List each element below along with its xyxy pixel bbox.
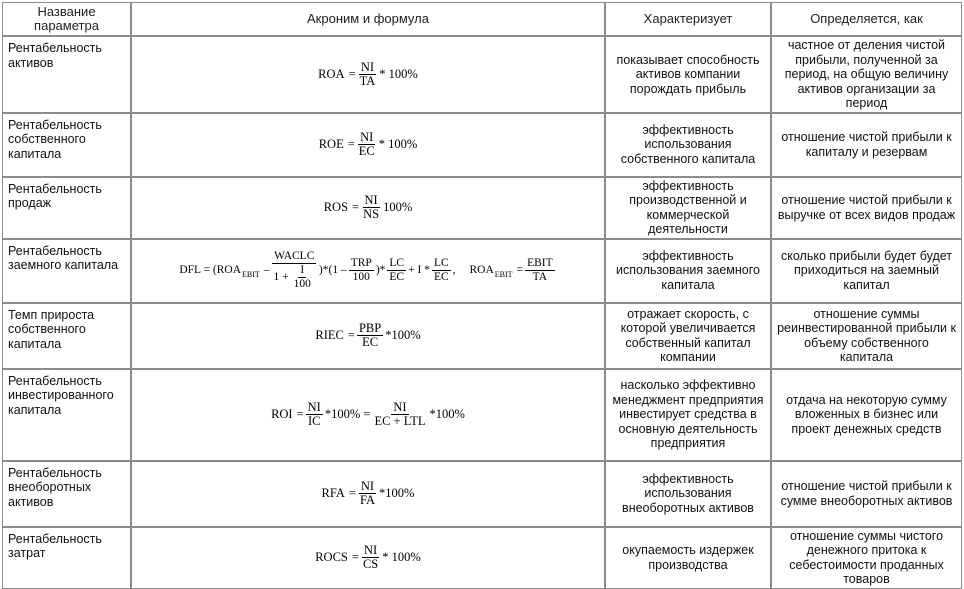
table-row (2, 177, 962, 239)
defined-cell: отношение чистой прибыли к капиталу и резервам (771, 113, 962, 177)
formula: RFA = $\frac{NI}{FA}$ *100% (321, 479, 415, 507)
formula: ROA = $\frac{NI}{TA}$ * 100% (318, 59, 418, 88)
formula: RIEC = $\frac{\text{PBP}}{EC}$ *100% (315, 321, 421, 349)
formula-cell (131, 113, 605, 177)
table-row (2, 239, 962, 303)
parameter-name: Рентабельность активов (2, 36, 131, 113)
parameter-name: Рентабельность внеоборотных активов (2, 461, 131, 527)
formula: ROS = $\frac{NI}{NS}$ 100% (323, 193, 413, 221)
characterizes-cell: насколько эффективно менеджмент предприятия инвестирует средства в основную деятельность предприятия (605, 369, 771, 461)
table-row (2, 113, 962, 177)
defined-cell: сколько прибыли будет будет приходиться на заемный капитал (771, 239, 962, 303)
header-row (2, 2, 962, 36)
header-formula: Акроним и формула (131, 2, 605, 36)
defined-cell: отношение суммы реинвестированной прибыли к объему собственного капитала (771, 303, 962, 369)
defined-cell: частное от деления чистой прибыли, полученной за период, на общую величину активов организации за период (771, 36, 962, 113)
characterizes-cell: эффективность использования внеоборотных активов (605, 461, 771, 527)
formula-cell (131, 36, 605, 113)
formula-cell (131, 527, 605, 589)
defined-cell: отношение чистой прибыли к сумме внеоборотных активов (771, 461, 962, 527)
table-row (2, 36, 962, 113)
parameter-name: Рентабельность инвестированного капитала (2, 369, 131, 461)
parameter-name: Рентабельность собственного капитала (2, 113, 131, 177)
formula: ROI = $\frac{NI}{IC}$ *100% = $\frac{NI}{\text{EC + LTL}}$ *100% (271, 400, 465, 428)
characterizes-cell: отражает скорость, с которой увеличивается собственный капитал компании (605, 303, 771, 369)
parameter-name: Темп прироста собственного капитала (2, 303, 131, 369)
table-row (2, 369, 962, 461)
formula: DFL = (ROA EBIT – WACLC 1 + $\frac{I}{100}$ )*(1 – $\frac{\text{TRP}}{100}$ )* $\frac{LC}{EC}$ + I * $\frac{LC}{EC}$ , ROA EBIT = $\frac{\text{EBIT}}{TA}$ (179, 250, 553, 290)
formula: ROCS = $\frac{NI}{CS}$ * 100% (315, 543, 421, 571)
table-row (2, 461, 962, 527)
defined-cell: отношение суммы чистого денежного притока к себестоимости проданных товаров (771, 527, 962, 589)
profitability-table (2, 2, 962, 589)
table-row (2, 527, 962, 589)
defined-cell: отдача на некоторую сумму вложенных в бизнес или проект денежных средств (771, 369, 962, 461)
parameter-name: Рентабельность продаж (2, 177, 131, 239)
defined-cell: отношение чистой прибыли к выручке от всех видов продаж (771, 177, 962, 239)
characterizes-cell: эффективность производственной и коммерческой деятельности (605, 177, 771, 239)
formula-cell (131, 177, 605, 239)
formula-cell (131, 303, 605, 369)
characterizes-cell: эффективность использования собственного капитала (605, 113, 771, 177)
formula-cell (131, 239, 605, 303)
table-row (2, 303, 962, 369)
header-characterizes: Характеризует (605, 2, 771, 36)
characterizes-cell: окупаемость издержек производства (605, 527, 771, 589)
formula-cell (131, 461, 605, 527)
characterizes-cell: эффективность использования заемного капитала (605, 239, 771, 303)
formula-cell (131, 369, 605, 461)
parameter-name: Рентабельность затрат (2, 527, 131, 589)
characterizes-cell: показывает способность активов компании порождать прибыль (605, 36, 771, 113)
parameter-name: Рентабельность заемного капитала (2, 239, 131, 303)
header-parameter-name: Название параметра (2, 2, 131, 36)
header-defined: Определяется, как (771, 2, 962, 36)
formula: ROE = $\frac{NI}{EC}$ * 100% (318, 130, 418, 158)
